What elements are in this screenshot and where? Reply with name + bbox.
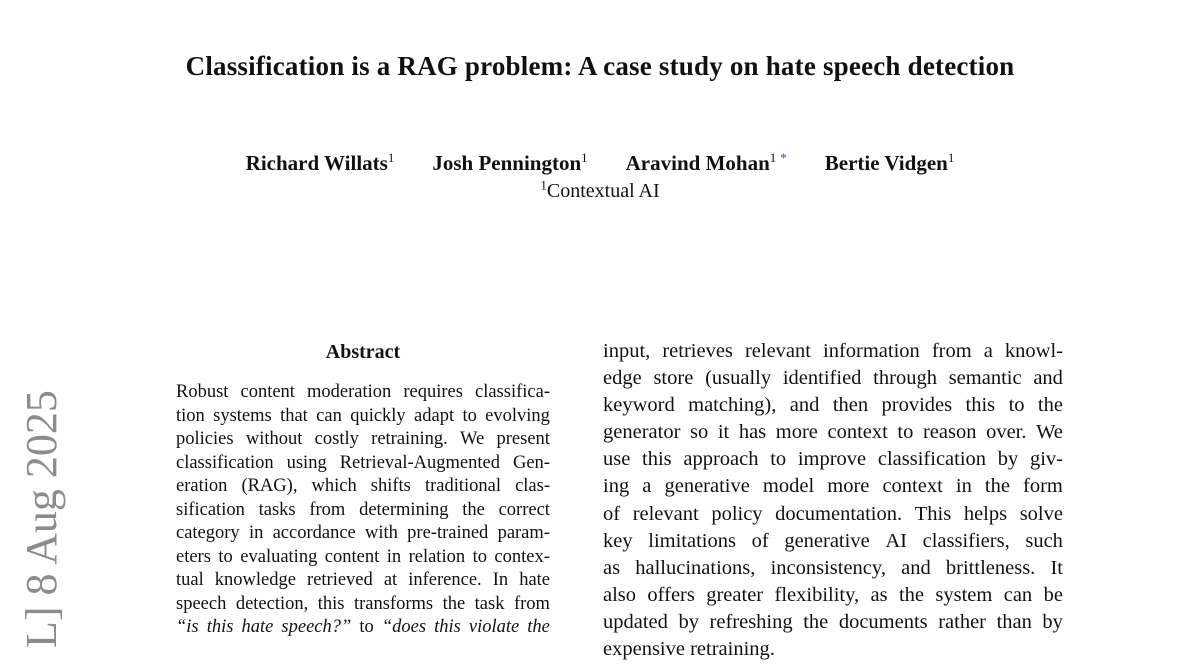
- author-affiliation-sup: 1: [387, 150, 395, 165]
- affiliation-name: Contextual AI: [546, 180, 660, 202]
- text-line: category in accordance with pre-trained param-: [176, 523, 550, 543]
- text-line: use this approach to improve classification by giv-: [603, 448, 1063, 471]
- text-line: as hallucinations, inconsistency, and brittleness. It: [603, 556, 1063, 579]
- left-column: [176, 340, 550, 641]
- text-line: eration (RAG), which shifts traditional clas-: [176, 476, 550, 496]
- text-line: sification tasks from determining the correct: [176, 499, 550, 520]
- thanks-asterisk: *: [780, 150, 787, 165]
- text-line: updated by refreshing the documents rather than by: [603, 610, 1063, 633]
- author-affiliation-sup: 1: [769, 150, 777, 165]
- text-line: edge store (usually identified through semantic and: [603, 367, 1063, 390]
- author-name: Aravind Mohan$^1$ *: [625, 150, 787, 175]
- right-column: [603, 340, 1063, 665]
- text-line: of relevant policy documentation. This helps solve: [603, 502, 1063, 525]
- text-line: generator so it has more context to reason over. We: [603, 421, 1063, 444]
- abstract-heading: Abstract: [325, 341, 401, 363]
- abstract-body: [176, 382, 550, 641]
- text-line: also offers greater flexibility, as the system can be: [603, 583, 1063, 606]
- author-affiliation-sup: 1: [947, 150, 955, 165]
- text-line: speech detection, this transforms the task from: [176, 593, 550, 614]
- paper-title: Classification is a RAG problem: A case study on hate speech detection: [185, 51, 1015, 81]
- text-line: tion systems that can quickly adapt to evolving: [176, 405, 550, 426]
- author-name: Bertie Vidgen$^1$: [824, 150, 955, 175]
- text-line: classification using Retrieval-Augmented Gen-: [176, 452, 550, 473]
- text-line: eters to evaluating content in relation to contex-: [176, 546, 550, 567]
- author-name: Richard Willats$^1$: [245, 150, 395, 175]
- author-affiliation-sup: 1: [581, 150, 588, 165]
- text-line: expensive retraining.: [603, 638, 775, 661]
- text-line: input, retrieves relevant information from a knowl-: [603, 340, 1063, 362]
- text-line: “is this hate speech?” to “does this violate the: [176, 617, 550, 637]
- authors-row: [0, 151, 1200, 176]
- text-line: tual knowledge retrieved at inference. In hate: [176, 570, 550, 590]
- text-line: keyword matching), and then provides this to the: [603, 394, 1063, 417]
- text-line: key limitations of generative AI classifiers, such: [603, 529, 1063, 552]
- arxiv-stamp: L] 8 Aug 2025: [17, 390, 66, 648]
- text-line: ing a generative model more context in the form: [603, 475, 1063, 498]
- text-line: Robust content moderation requires classifica-: [176, 382, 550, 402]
- affiliation-sup: 1: [540, 177, 547, 193]
- affiliation: [0, 177, 1200, 203]
- author-name: Josh Pennington$^1$: [432, 150, 588, 175]
- text-line: policies without costly retraining. We present: [176, 429, 550, 449]
